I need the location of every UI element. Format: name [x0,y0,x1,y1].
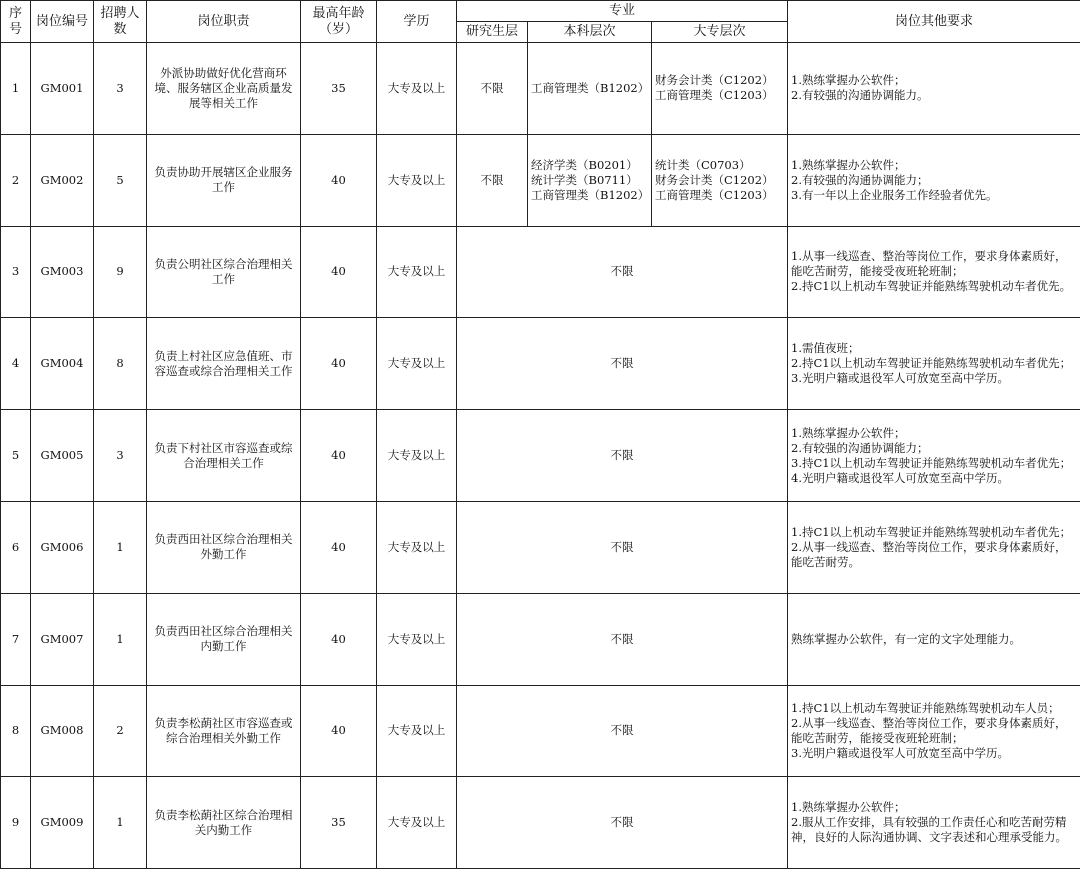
cell-code: GM001 [31,43,94,135]
cell-other-requirements-line: 4.光明户籍或退役军人可放宽至高中学历。 [791,470,1009,485]
cell-max-age: 40 [301,501,377,593]
cell-college-line: 工商管理类（C1203） [655,187,774,202]
cell-other-requirements-line: 1.需值夜班； [791,341,860,356]
cell-count: 1 [94,777,147,869]
header-row-top [1,1,1080,22]
cell-other-requirements-line: 1.持C1以上机动车驾驶证并能熟练驾驶机动车者优先； [791,524,1072,539]
cell-other-requirements-line: 2.有较强的沟通协调能力； [791,440,929,455]
cell-max-age: 40 [301,226,377,318]
cell-bachelor [528,134,652,226]
cell-duty: 负责李松蓢社区市容巡查或综合治理相关外勤工作 [147,685,301,777]
cell-count: 3 [94,410,147,502]
cell-code: GM003 [31,226,94,318]
header-seq: 序号 [1,1,31,43]
cell-other-requirements-line: 1.熟练掌握办公软件； [791,157,906,172]
header-major: 专业 [457,1,788,22]
cell-postgrad: 不限 [457,43,528,135]
cell-seq: 2 [1,134,31,226]
cell-seq: 1 [1,43,31,135]
table-row [1,318,1080,410]
cell-major-any: 不限 [457,501,788,593]
cell-count: 1 [94,501,147,593]
table-body [1,43,1080,869]
cell-max-age: 40 [301,134,377,226]
header-bachelor: 本科层次 [528,22,652,43]
table-row [1,685,1080,777]
cell-other-requirements-line: 2.持C1以上机动车驾驶证并能熟练驾驶机动车者优先。 [791,279,1072,294]
cell-other-requirements [788,318,1080,410]
cell-other-requirements-line: 1.熟练掌握办公软件； [791,425,906,440]
cell-count: 2 [94,685,147,777]
header-college: 大专层次 [652,22,788,43]
cell-other-requirements [788,593,1080,685]
header-other-requirements: 岗位其他要求 [788,1,1080,43]
table-row [1,410,1080,502]
cell-major-any: 不限 [457,226,788,318]
header-code: 岗位编号 [31,1,94,43]
cell-education: 大专及以上 [377,410,457,502]
cell-education: 大专及以上 [377,318,457,410]
cell-education: 大专及以上 [377,593,457,685]
cell-count: 5 [94,134,147,226]
header-education: 学历 [377,1,457,43]
cell-education: 大专及以上 [377,777,457,869]
cell-postgrad: 不限 [457,134,528,226]
cell-seq: 6 [1,501,31,593]
cell-other-requirements [788,43,1080,135]
cell-major-any: 不限 [457,318,788,410]
cell-education: 大专及以上 [377,43,457,135]
cell-code: GM008 [31,685,94,777]
cell-other-requirements-line: 3.有一年以上企业服务工作经验者优先。 [791,187,998,202]
cell-other-requirements-line: 2.从事一线巡查、整治等岗位工作，要求身体素质好，能吃苦耐劳，能接受夜班轮班制； [791,715,1067,745]
cell-other-requirements-line: 1.持C1以上机动车驾驶证并能熟练驾驶机动车人员； [791,700,1060,715]
cell-seq: 7 [1,593,31,685]
cell-education: 大专及以上 [377,501,457,593]
table-row [1,43,1080,135]
cell-duty: 负责西田社区综合治理相关内勤工作 [147,593,301,685]
header-max-age: 最高年龄（岁） [301,1,377,43]
cell-other-requirements [788,777,1080,869]
cell-college [652,43,788,135]
cell-other-requirements-line: 3.光明户籍或退役军人可放宽至高中学历。 [791,371,1009,386]
cell-max-age: 40 [301,318,377,410]
cell-major-any: 不限 [457,685,788,777]
cell-other-requirements-line: 2.从事一线巡查、整治等岗位工作，要求身体素质好，能吃苦耐劳。 [791,539,1067,569]
table-row [1,777,1080,869]
cell-other-requirements-line: 1.熟练掌握办公软件； [791,73,906,88]
cell-count: 3 [94,43,147,135]
cell-code: GM006 [31,501,94,593]
cell-max-age: 40 [301,410,377,502]
cell-bachelor-line: 工商管理类（B1202） [531,187,650,202]
cell-other-requirements-line: 3.光明户籍或退役军人可放宽至高中学历。 [791,745,1009,760]
cell-college-line: 工商管理类（C1203） [655,88,774,103]
cell-count: 8 [94,318,147,410]
cell-other-requirements-line: 2.服从工作安排，具有较强的工作责任心和吃苦耐劳精神，良好的人际沟通协调、文字表述和心理承受能力。 [791,815,1068,845]
cell-code: GM004 [31,318,94,410]
cell-college-line: 财务会计类（C1202） [655,172,774,187]
cell-duty: 负责李松蓢社区综合治理相关内勤工作 [147,777,301,869]
cell-seq: 4 [1,318,31,410]
cell-max-age: 40 [301,685,377,777]
cell-code: GM005 [31,410,94,502]
cell-education: 大专及以上 [377,226,457,318]
cell-other-requirements-line: 2.有较强的沟通协调能力。 [791,88,929,103]
cell-duty: 负责上村社区应急值班、市容巡查或综合治理相关工作 [147,318,301,410]
table-row [1,226,1080,318]
cell-other-requirements-line: 1.熟练掌握办公软件； [791,800,906,815]
cell-duty: 外派协助做好优化营商环境、服务辖区企业高质量发展等相关工作 [147,43,301,135]
cell-count: 9 [94,226,147,318]
cell-seq: 5 [1,410,31,502]
cell-college-line: 统计类（C0703） [655,157,751,172]
cell-other-requirements-line: 熟练掌握办公软件，有一定的文字处理能力。 [791,631,1022,646]
cell-other-requirements [788,410,1080,502]
table-row [1,134,1080,226]
cell-major-any: 不限 [457,410,788,502]
cell-major-any: 不限 [457,593,788,685]
cell-other-requirements-line: 3.持C1以上机动车驾驶证并能熟练驾驶机动车者优先； [791,455,1072,470]
cell-max-age: 35 [301,43,377,135]
cell-max-age: 40 [301,593,377,685]
cell-other-requirements-line: 1.从事一线巡查、整治等岗位工作，要求身体素质好，能吃苦耐劳，能接受夜班轮班制； [791,249,1067,279]
cell-bachelor-line: 统计学类（B0711） [531,172,638,187]
cell-college [652,134,788,226]
cell-other-requirements [788,501,1080,593]
cell-seq: 9 [1,777,31,869]
cell-bachelor-line: 工商管理类（B1202） [531,80,650,95]
cell-seq: 3 [1,226,31,318]
cell-other-requirements-line: 2.持C1以上机动车驾驶证并能熟练驾驶机动车者优先； [791,356,1072,371]
cell-major-any: 不限 [457,777,788,869]
cell-other-requirements [788,134,1080,226]
cell-bachelor [528,43,652,135]
cell-bachelor-line: 经济学类（B0201） [531,157,638,172]
cell-seq: 8 [1,685,31,777]
cell-duty: 负责公明社区综合治理相关工作 [147,226,301,318]
header-duty: 岗位职责 [147,1,301,43]
table-row [1,593,1080,685]
cell-max-age: 35 [301,777,377,869]
header-count: 招聘人数 [94,1,147,43]
cell-duty: 负责下村社区市容巡查或综合治理相关工作 [147,410,301,502]
cell-other-requirements-line: 2.有较强的沟通协调能力； [791,172,929,187]
cell-duty: 负责协助开展辖区企业服务工作 [147,134,301,226]
cell-code: GM009 [31,777,94,869]
cell-other-requirements [788,685,1080,777]
cell-count: 1 [94,593,147,685]
header-postgrad: 研究生层 [457,22,528,43]
cell-education: 大专及以上 [377,685,457,777]
table-row [1,501,1080,593]
cell-code: GM002 [31,134,94,226]
cell-duty: 负责西田社区综合治理相关外勤工作 [147,501,301,593]
cell-other-requirements [788,226,1080,318]
cell-education: 大专及以上 [377,134,457,226]
cell-college-line: 财务会计类（C1202） [655,73,774,88]
cell-code: GM007 [31,593,94,685]
